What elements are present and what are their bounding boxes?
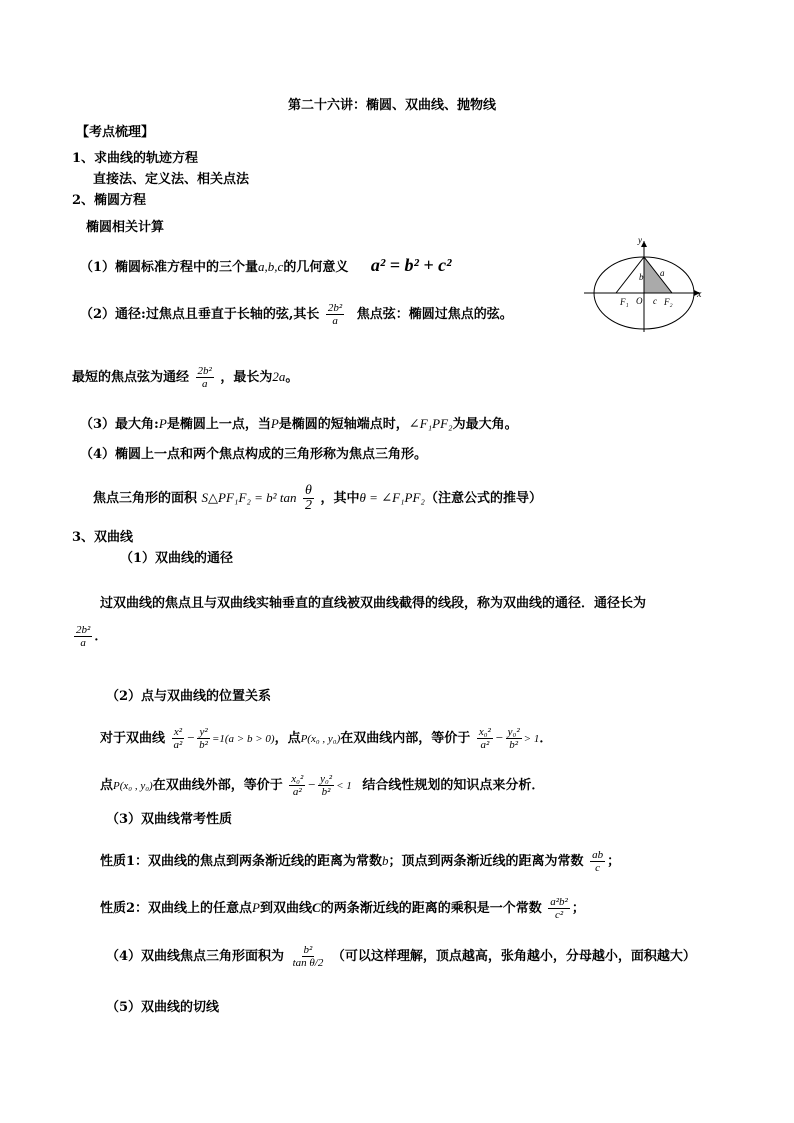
ellipse-p6: 焦点三角形的面积 S△PF₁F₂ = b² tan $\frac{\theta}{2}$ ，其中θ = ∠F₁PF₂（注意公式的推导） (93, 483, 542, 513)
heading-1: 1、求曲线的轨迹方程 (72, 151, 199, 166)
ellipse-figure (584, 234, 714, 334)
svg-text:a: a (660, 268, 665, 278)
svg-text:b: b (639, 272, 644, 282)
hyperbola-sub4: （4）双曲线焦点三角形面积为 $\frac{\text{b²}}{\text{tan θ/2}}$ （可以这样理解，顶点越高，张角越小，分母越小，面积越大） (106, 944, 696, 969)
ellipse-p5: （4）椭圆上一点和两个焦点构成的三角形称为焦点三角形。 (80, 447, 428, 462)
hyperbola-p2: 对于双曲线 $\frac{\text{x²}}{\text{a²}}$ − $\frac{\text{y²}}{\text{b²}}$ =1(a > b > 0)，点P(x₀ , y₀)在双曲线内部，等价于 $\frac{\text{x₀²}}{\text{a²}}$ − $\frac{\text{y₀²}}{\text{b²}}$ > 1． (100, 726, 553, 751)
hyperbola-prop1: 性质1：双曲线的焦点到两条渐近线的距离为常数b；顶点到两条渐近线的距离为常数 $\frac{ab}{c}$ ； (100, 849, 621, 874)
section-header: 【考点梳理】 (76, 125, 155, 140)
focal-triangle (644, 257, 672, 293)
page-title: 第二十六讲：椭圆、双曲线、抛物线 (288, 98, 497, 113)
hyperbola-sub2: （2）点与双曲线的位置关系 (106, 689, 272, 704)
hyperbola-sub5: （5）双曲线的切线 (106, 1000, 220, 1015)
svg-text:O: O (636, 296, 643, 306)
svg-text:F₂: F₂ (664, 297, 673, 307)
ellipse-p2: （2）通径:过焦点且垂直于长轴的弦,其长 $\frac{\text{2b²}}{a}$ 焦点弦：椭圆过焦点的弦。 (80, 302, 513, 327)
subheading-ellipse-calc: 椭圆相关计算 (86, 220, 165, 235)
methods-text: 直接法、定义法、相关点法 (93, 172, 250, 187)
hyperbola-sub3: （3）双曲线常考性质 (106, 812, 233, 827)
hyperbola-p1-frac: $\frac{\text{2b²}}{a}$ ． (76, 624, 108, 649)
svg-text:c: c (653, 296, 657, 306)
hyperbola-p1: 过双曲线的焦点且与双曲线实轴垂直的直线被双曲线截得的线段，称为双曲线的通径．通径长为 (100, 596, 647, 611)
svg-text:x: x (697, 289, 702, 300)
heading-3: 3、双曲线 (72, 530, 134, 545)
ellipse-formula: a² = b² + c² (370, 255, 452, 275)
svg-text:F₁: F₁ (620, 297, 629, 307)
hyperbola-prop2: 性质2：双曲线上的任意点P到双曲线C的两条渐近线的距离的乘积是一个常数 $\frac{\text{a²b²}}{\text{c²}}$ ； (100, 896, 585, 921)
svg-text:y: y (638, 235, 642, 245)
hyperbola-sub1: （1）双曲线的通径 (120, 551, 234, 566)
ellipse-p4: （3）最大角:P是椭圆上一点，当P是椭圆的短轴端点时，∠F₁PF₂为最大角。 (80, 416, 518, 432)
ellipse-p1: （1）椭圆标准方程中的三个量a,b,c的几何意义 a² = b² + c² (80, 255, 452, 275)
ellipse-p3: 最短的焦点弦为通经 $\frac{\text{2b²}}{a}$ ，最长为2a。 (72, 365, 299, 390)
hyperbola-p3: 点P(x₀ , y₀)在双曲线外部，等价于 $\frac{\text{x₀²}}{\text{a²}}$ − $\frac{\text{y₀²}}{\text{b²}}$ < 1 结合线性规划的知识点来分析． (100, 773, 545, 798)
heading-2: 2、椭圆方程 (72, 193, 147, 208)
